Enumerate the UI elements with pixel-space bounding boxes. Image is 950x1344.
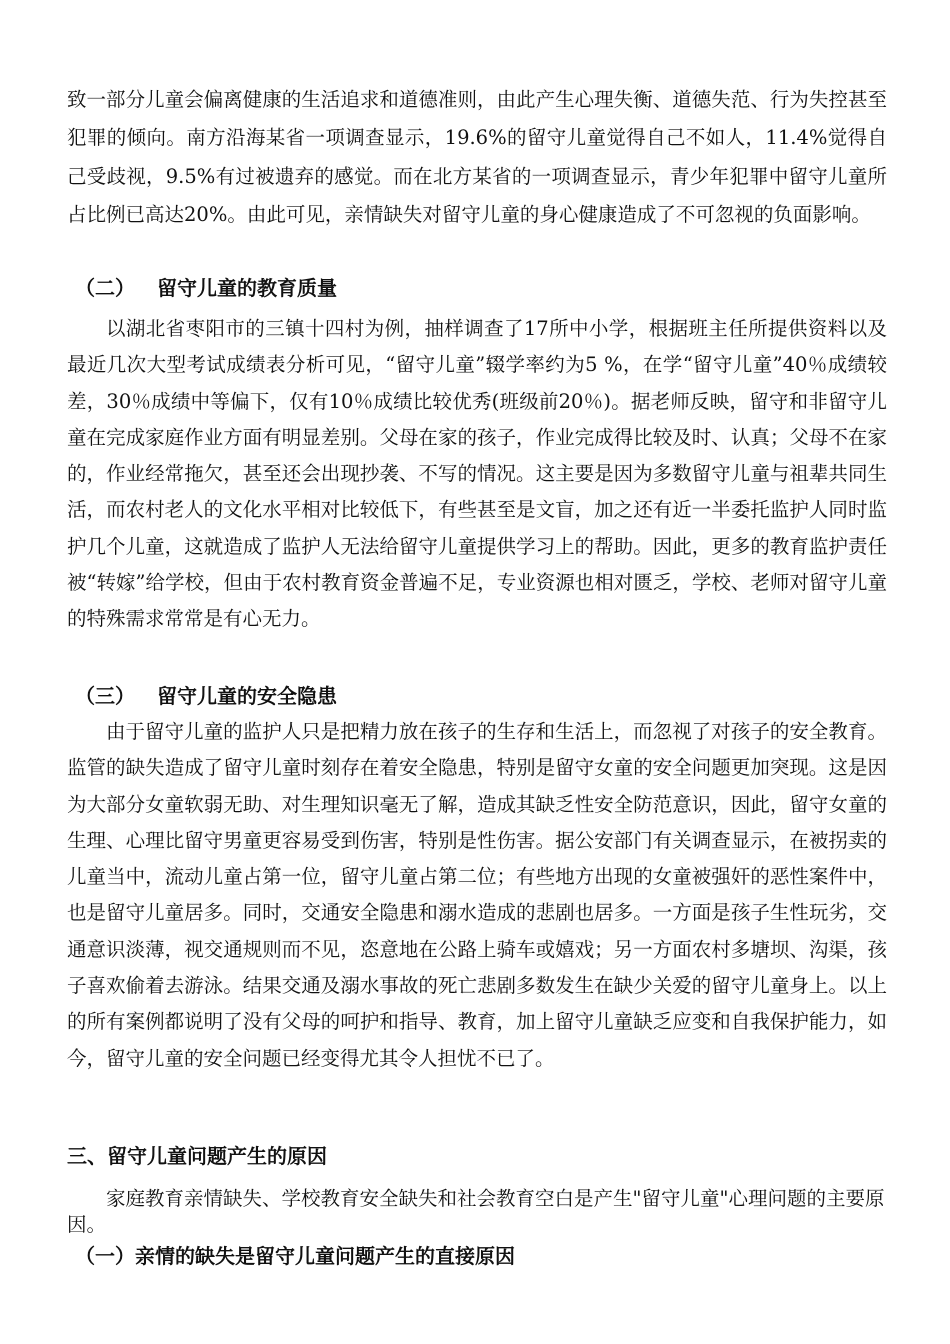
paragraph-family-affection-effects: 致一部分儿童会偏离健康的生活追求和道德准则，由此产生心理失衡、道德失范、行为失控甚至犯罪的倾向。南方沿海某省一项调查显示，19.6%的留守儿童觉得自己不如人，11.4%觉得自己受歧视，9.5%有过被遗弃的感觉。而在北方某省的一项调查显示，青少年犯罪中留守儿童所占比例已高达20%。由此可见，亲情缺失对留守儿童的身心健康造成了不可忽视的负面影响。 — [67, 88, 887, 227]
paragraph-safety-hazards: 由于留守儿童的监护人只是把精力放在孩子的生存和生活上，而忽视了对孩子的安全教育。监管的缺失造成了留守儿童时刻存在着安全隐患，特别是留守女童的安全问题更加突现。这是因为大部分女童软弱无助、对生理知识毫无了解，造成其缺乏性安全防范意识，因此，留守女童的生理、心理比留守男童更容易受到伤害，特别是性伤害。据公安部门有关调查显示，在被拐卖的儿童当中，流动儿童占第一位，留守儿童占第二位；有些地方出现的女童被强奸的恶性案件中，也是留守儿童居多。同时，交通安全隐患和溺水造成的悲剧也居多。一方面是孩子生性玩劣，交通意识淡薄，视交通规则而不见，恣意地在公路上骑车或嬉戏；另一方面农村多塘坝、沟渠，孩子喜欢偷着去游泳。结果交通及溺水事故的死亡悲剧多数发生在缺少关爱的留守儿童身上。以上的所有案例都说明了没有父母的呵护和指导、教育，加上留守儿童缺乏应变和自我保护能力，如今，留守儿童的安全问题已经变得尤其令人担忧不已了。 — [67, 720, 887, 1070]
heading-number: （三） — [75, 684, 135, 708]
paragraph-education-quality: 以湖北省枣阳市的三镇十四村为例，抽样调查了17所中小学，根据班主任所提供资料以及最近几次大型考试成绩表分析可见，“留守儿童”辍学率约为5 %，在学“留守儿童”40％成绩较差，30％成绩中等偏下，仅有10％成绩比较优秀(班级前20％)。据老师反映，留守和非留守儿童在完成家庭作业方面有明显差别。父母在家的孩子，作业完成得比较及时、认真；父母不在家的，作业经常拖欠，甚至还会出现抄袭、不写的情况。这主要是因为多数留守儿童与祖辈共同生活，而农村老人的文化水平相对比较低下，有些甚至是文盲，加之还有近一半委托监护人同时监护几个儿童，这就造成了监护人无法给留守儿童提供学习上的帮助。因此，更多的教育监护责任被“转嫁”给学校，但由于农村教育资金普遍不足，专业资源也相对匮乏，学校、老师对留守儿童的特殊需求常常是有心无力。 — [67, 317, 887, 631]
heading-title: 留守儿童的教育质量 — [157, 276, 337, 300]
heading-education-quality — [75, 272, 337, 301]
heading-safety-hazards — [75, 680, 337, 709]
paragraph-causes-intro: 家庭教育亲情缺失、学校教育安全缺失和社会教育空白是产生"留守儿童"心理问题的主要原因。 — [67, 1187, 885, 1236]
heading-title: 留守儿童的安全隐患 — [157, 684, 337, 708]
subheading-lack-of-affection: （一）亲情的缺失是留守儿童问题产生的直接原因 — [75, 1244, 515, 1268]
heading-number: （二） — [75, 276, 135, 300]
section-heading-causes: 三、留守儿童问题产生的原因 — [67, 1144, 327, 1168]
